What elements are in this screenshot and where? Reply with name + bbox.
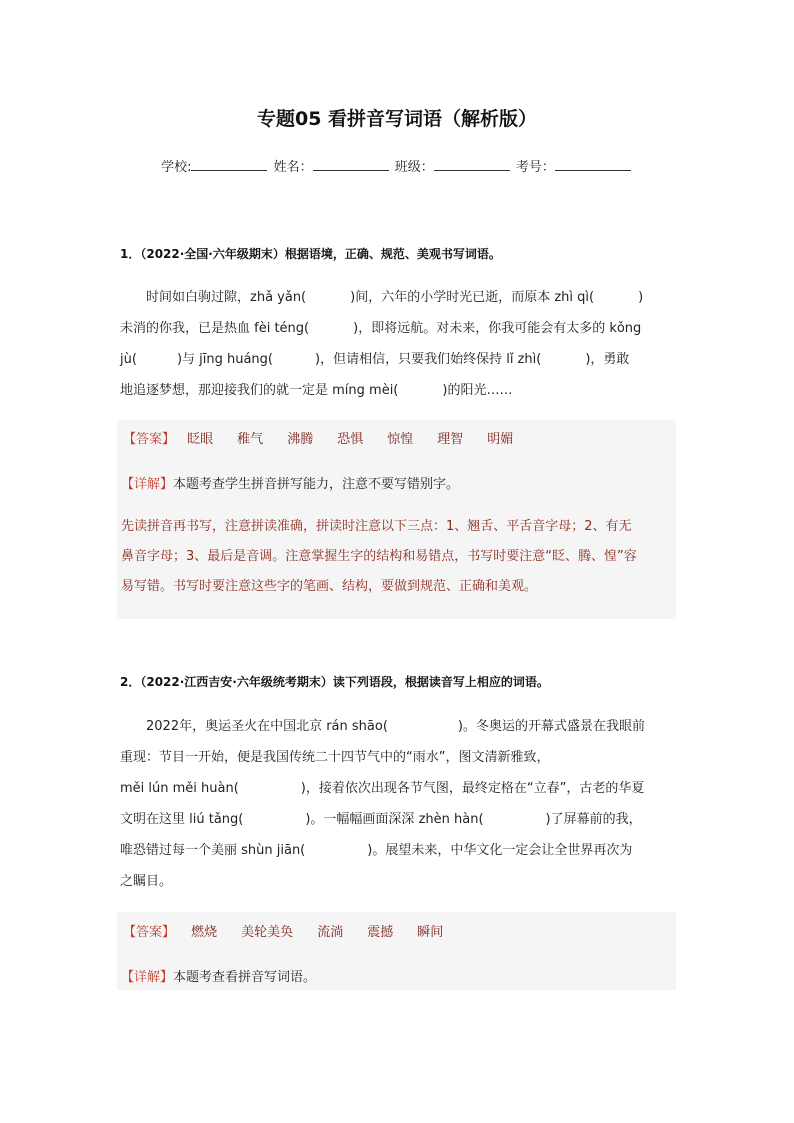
name-blank[interactable]: [313, 157, 389, 171]
answer-word: 震撼: [367, 925, 394, 940]
explain-line: 易写错。书写时要注意这些字的笔画、结构，要做到规范、正确和美观。: [121, 579, 538, 594]
detail-tag: 【详解】: [121, 970, 174, 985]
question-1-heading: 1．（2022·全国·六年级期末）根据语境，正确、规范、美观书写词语。: [120, 247, 501, 261]
passage-line: 时间如白驹过隙，zhǎ yǎn( )间，六年的小学时光已逝，而原本 zhì qì( ): [146, 290, 644, 305]
school-label: 学校:: [161, 160, 192, 175]
class-blank[interactable]: [434, 157, 510, 171]
answer-word: 燃烧: [191, 925, 218, 940]
passage-line: 之瞩目。: [120, 874, 173, 889]
question-2-answer-row: [123, 921, 467, 940]
detail-text: 本题考查学生拼音拼写能力，注意不要写错别字。: [173, 477, 460, 492]
number-blank[interactable]: [555, 157, 631, 171]
passage-line: 未消的你我，已是热血 fèi téng( )，即将远航。对未来，你我可能会有太多的 kǒng: [120, 321, 642, 336]
answer-word: 瞬间: [417, 925, 444, 940]
answer-word: 沸腾: [287, 432, 314, 447]
name-label: 姓名：: [273, 160, 313, 175]
passage-line: měi lún měi huàn( )，接着依次出现各节气图，最终定格在“立春”，古老的华夏: [120, 781, 645, 796]
student-info-row: [0, 156, 794, 175]
question-2-detail: [121, 966, 316, 985]
question-1-answer-row: [123, 428, 537, 447]
answer-word: 眨眼: [187, 432, 214, 447]
explain-line: 先读拼音再书写，注意拼读准确，拼读时注意以下三点：1、翘舌、平舌音字母；2、有无: [121, 519, 632, 534]
answer-word: 理智: [437, 432, 464, 447]
answer-word: 美轮美奂: [241, 925, 294, 940]
passage-line: 地追逐梦想，那迎接我们的就一定是 míng mèi( )的阳光……: [120, 383, 513, 398]
page-title: 专题05 看拼音写词语（解析版）: [256, 108, 538, 130]
answer-tag: 【答案】: [123, 432, 176, 447]
detail-text: 本题考查看拼音写词语。: [173, 970, 317, 985]
class-label: 班级：: [394, 160, 434, 175]
answer-word: 明媚: [487, 432, 514, 447]
passage-line: 唯恐错过每一个美丽 shùn jiān( )。展望未来，中华文化一定会让全世界再次为: [120, 843, 633, 858]
question-1-passage: [120, 282, 680, 406]
passage-line: jù( )与 jīng huáng( )，但请相信，只要我们始终保持 lǐ zhì( )，勇敢: [120, 352, 630, 367]
question-1-detail: [121, 473, 459, 492]
answer-word: 惊惶: [387, 432, 414, 447]
detail-tag: 【详解】: [121, 477, 174, 492]
question-1-explanation: [121, 512, 676, 602]
school-blank[interactable]: [191, 157, 267, 171]
question-2-passage: [120, 711, 680, 897]
question-2-heading: 2．（2022·江西吉安·六年级统考期末）读下列语段，根据读音写上相应的词语。: [120, 675, 549, 689]
explain-line: 鼻音字母；3、最后是音调。注意掌握生字的结构和易错点，书写时要注意“眨、腾、惶”容: [121, 549, 637, 564]
answer-tag: 【答案】: [123, 925, 176, 940]
answer-word: 稚气: [237, 432, 264, 447]
passage-line: 文明在这里 liú tǎng( )。一幅幅画面深深 zhèn hàn( )了屏幕前的我，: [120, 812, 642, 827]
answer-word: 恐惧: [337, 432, 364, 447]
answer-word: 流淌: [317, 925, 344, 940]
passage-line: 2022年，奥运圣火在中国北京 rán shāo( )。冬奥运的开幕式盛景在我眼前: [146, 719, 645, 734]
number-label: 考号：: [515, 160, 555, 175]
passage-line: 重现：节目一开始，便是我国传统二十四节气中的“雨水”，图文清新雅致，: [120, 750, 550, 765]
